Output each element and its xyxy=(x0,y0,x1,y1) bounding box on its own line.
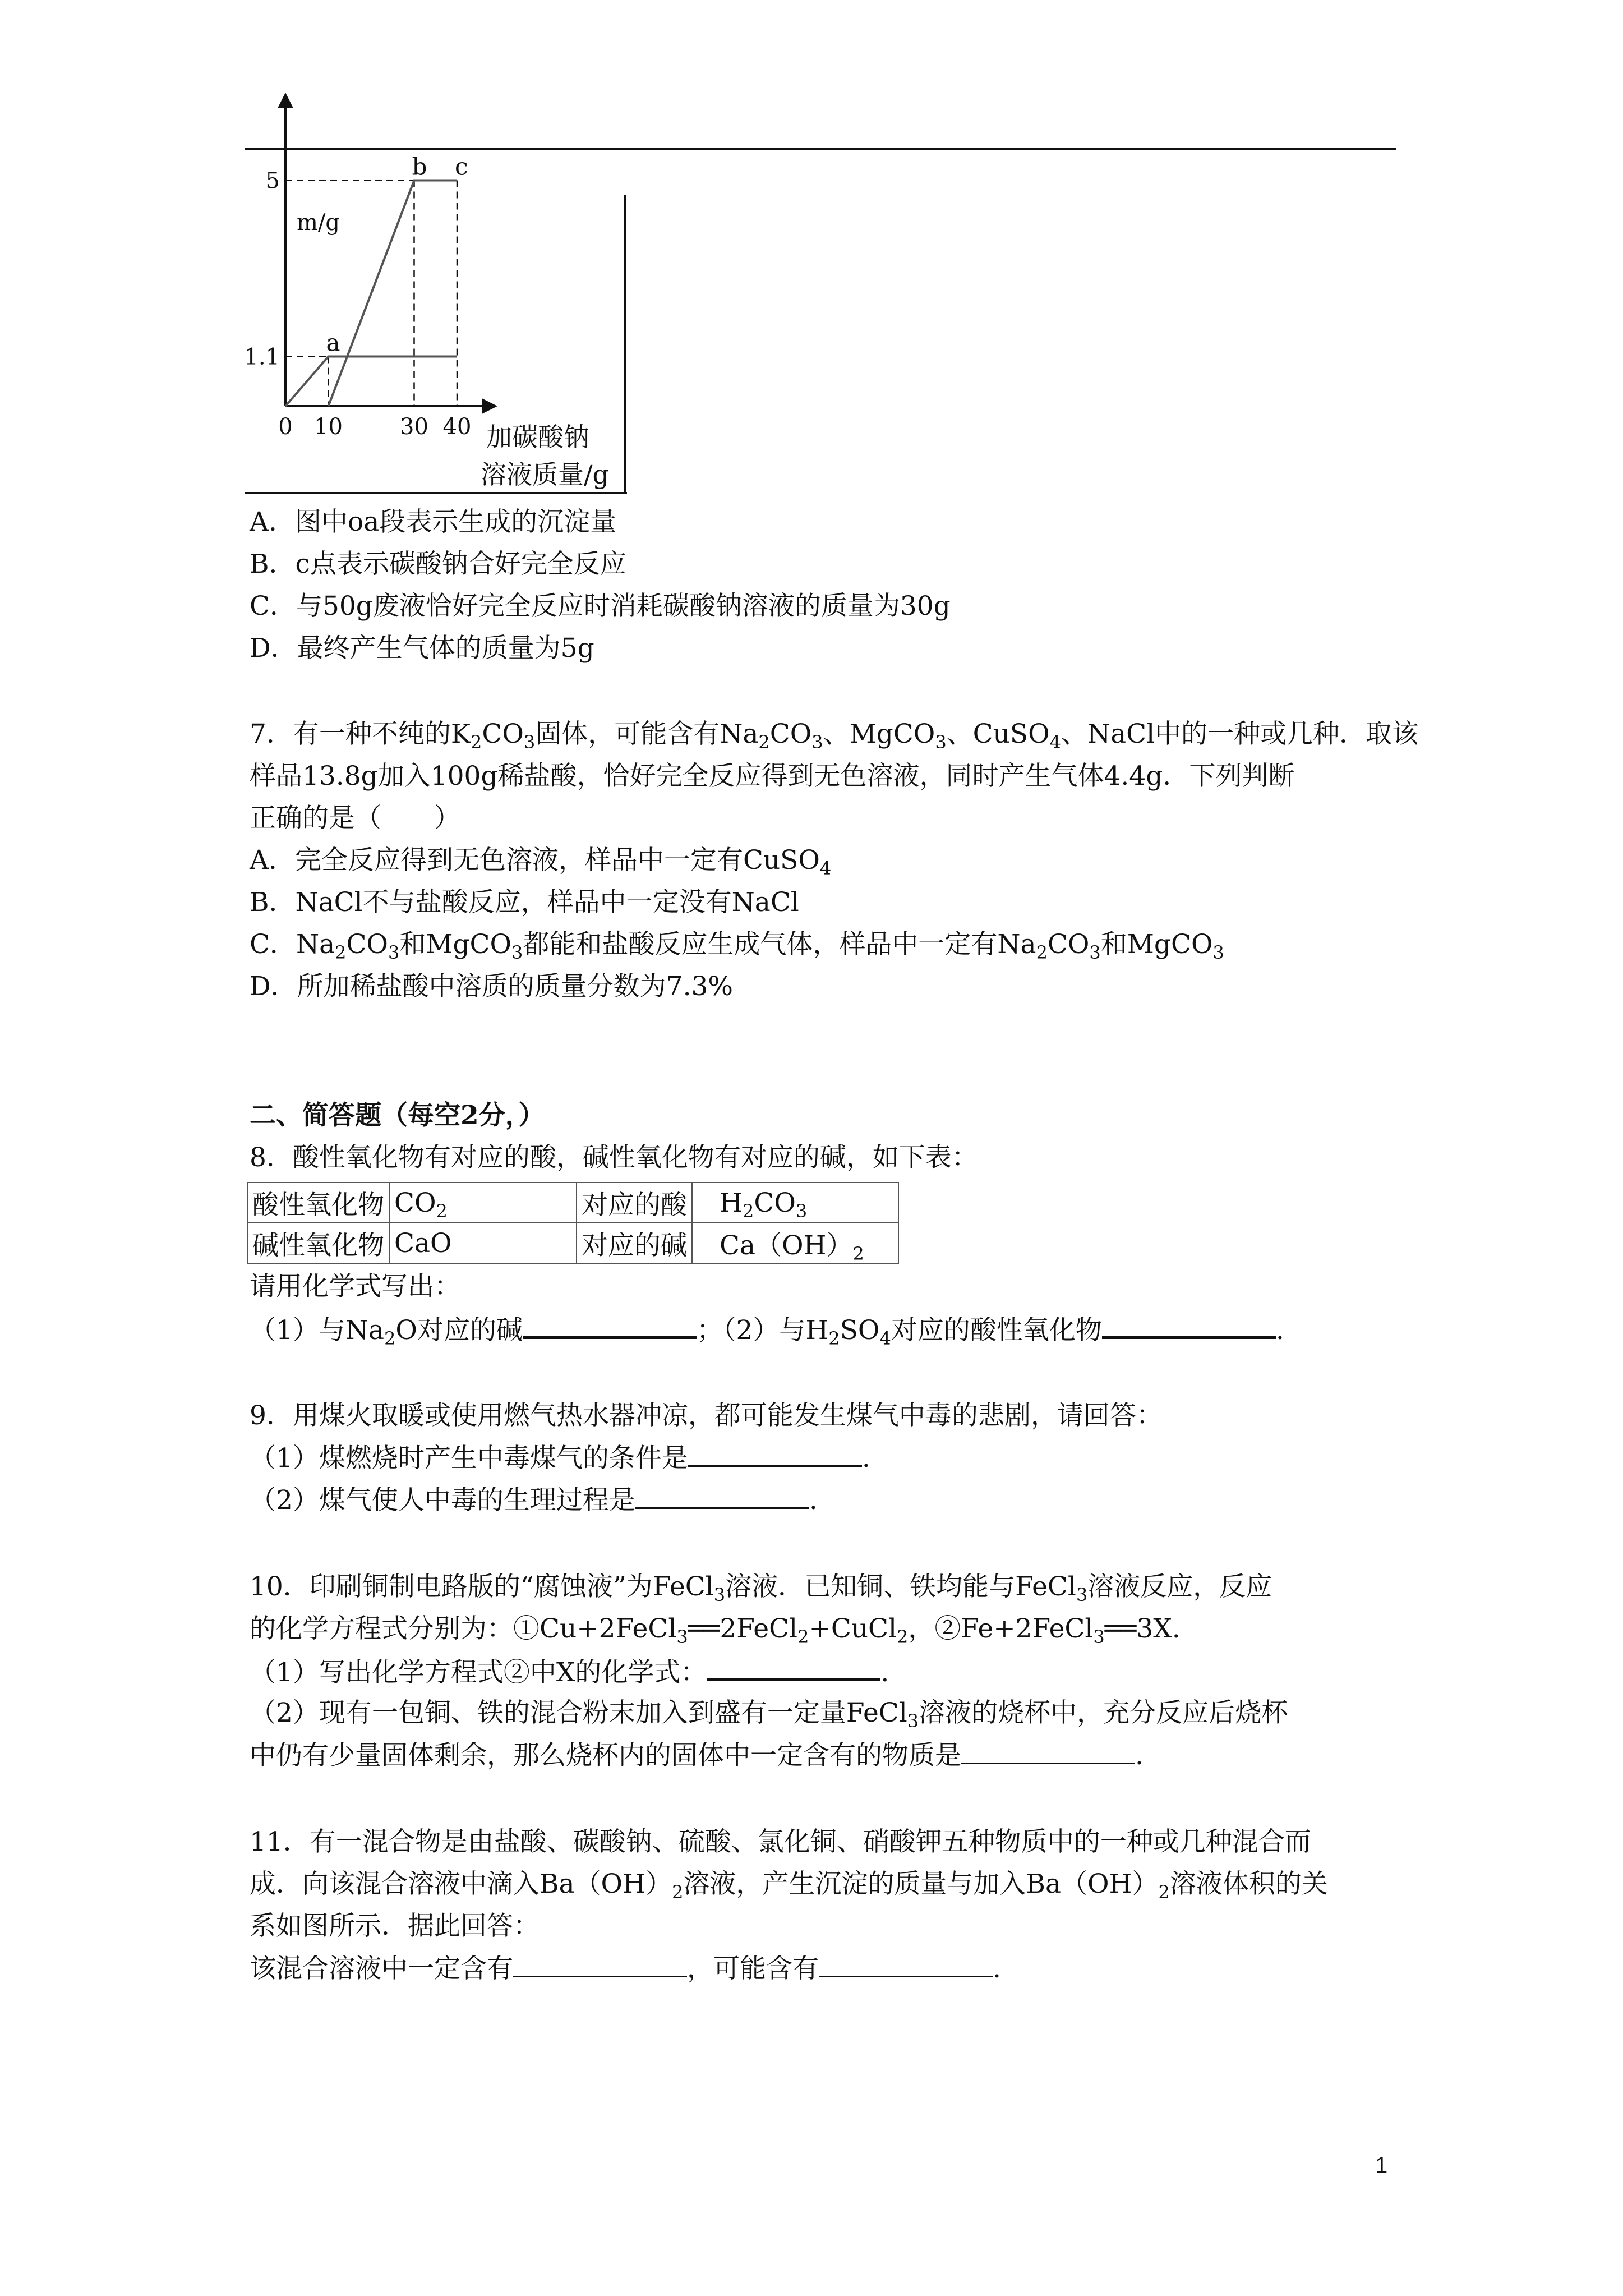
series-line-2 xyxy=(329,181,458,407)
answer-blank[interactable] xyxy=(707,1654,880,1681)
q6-option-b: B．c点表示碳酸钠合好完全反应 xyxy=(250,549,626,579)
precipitate-gas-chart xyxy=(244,153,626,494)
q11-question: 该混合溶液中一定含有 ，可能含有 . xyxy=(250,1951,1001,1986)
x-axis-label-line2: 溶液质量/g xyxy=(481,459,609,490)
q10-part2-line2: 中仍有少量固体剩余，那么烧杯内的固体中一定含有的物质是 . xyxy=(250,1738,1144,1773)
q10-part2-line1: （2）现有一包铜、铁的混合粉末加入到盛有一定量FeCl$_3$溶液的烧杯中，充分反应后烧杯 xyxy=(250,1697,1288,1732)
figure-border-bottom xyxy=(245,492,627,494)
q6-option-c: C．与50g废液恰好完全反应时消耗碳酸钠溶液的质量为30g xyxy=(250,591,951,622)
figure-border-right xyxy=(624,195,626,494)
table-cell: 对应的酸 xyxy=(577,1182,692,1223)
q9-stem: 9．用煤火取暖或使用燃气热水器冲凉，都可能发生煤气中毒的悲剧，请回答： xyxy=(250,1400,1163,1431)
series-line-1 xyxy=(285,356,457,406)
oxide-table xyxy=(247,1182,899,1264)
q7-stem-line3: 正确的是（ ） xyxy=(250,803,460,834)
q11-stem-line1: 11．有一混合物是由盐酸、碳酸钠、硫酸、氯化铜、硝酸钾五种物质中的一种或几种混合而 xyxy=(250,1826,1311,1857)
q6-option-d: D．最终产生气体的质量为5g xyxy=(250,633,594,664)
answer-blank[interactable] xyxy=(513,1951,687,1977)
y-axis-label: m/g xyxy=(297,210,340,236)
table-cell: $H_2CO_3$ xyxy=(692,1182,898,1223)
section-heading: 二、简答题（每空2分，） xyxy=(250,1100,545,1131)
answer-blank[interactable] xyxy=(1102,1312,1276,1339)
q7-option-a: A．完全反应得到无色溶液，样品中一定有CuSO$_4$ xyxy=(250,845,832,879)
table-cell: $CO_2$ xyxy=(389,1182,577,1223)
point-label-a: a xyxy=(326,329,340,357)
table-cell: CaO xyxy=(389,1223,577,1263)
table-cell: $Ca(OH)_2$ xyxy=(692,1223,898,1263)
table-cell: 对应的碱 xyxy=(577,1223,692,1263)
answer-blank[interactable] xyxy=(819,1951,993,1977)
y-tick-label: 1.1 xyxy=(244,344,280,370)
q10-part1: （1）写出化学方程式②中X的化学式： . xyxy=(250,1654,889,1690)
answer-blank[interactable] xyxy=(961,1738,1135,1764)
q9-part2: （2）煤气使人中毒的生理过程是 . xyxy=(250,1483,818,1518)
point-label-b: b xyxy=(412,153,427,181)
page-number: 1 xyxy=(1375,2153,1388,2178)
answer-blank[interactable] xyxy=(635,1483,809,1509)
q10-stem-line2: 的化学方程式分别为：①Cu+2FeCl$_3$══2FeCl$_2$+CuCl$_2$，②Fe+2FeCl$_3$══3X. xyxy=(250,1613,1181,1648)
x-tick-label: 10 xyxy=(314,414,343,440)
q7-option-b: B．NaCl不与盐酸反应，样品中一定没有NaCl xyxy=(250,887,799,918)
table-cell: 碱性氧化物 xyxy=(247,1223,389,1263)
x-tick-label: 30 xyxy=(400,414,428,440)
q8-prompt: 请用化学式写出： xyxy=(250,1271,460,1302)
q9-part1: （1）煤燃烧时产生中毒煤气的条件是 . xyxy=(250,1441,870,1476)
answer-blank[interactable] xyxy=(523,1312,697,1339)
table-row xyxy=(247,1182,898,1223)
q10-stem-line1: 10．印刷铜制电路版的“腐蚀液”为FeCl$_3$溶液．已知铜、铁均能与FeCl$_3$溶液反应，反应 xyxy=(250,1571,1272,1605)
q8-parts: （1）与$Na_2O$对应的碱 ；（2）与$H_2SO_4$对应的酸性氧化物 . xyxy=(250,1312,1284,1348)
q11-stem-line3: 系如图所示．据此回答： xyxy=(250,1911,540,1941)
y-tick-label: 5 xyxy=(265,168,280,194)
point-label-c: c xyxy=(455,153,468,181)
x-tick-label: 0 xyxy=(278,414,293,440)
q7-option-c: C．$Na_2CO_3$和MgCO$_3$都能和盐酸反应生成气体，样品中一定有$Na_2CO_3$和MgCO$_3$ xyxy=(250,929,1224,963)
q7-stem-line1: 7．有一种不纯的$K_2CO_3$固体，可能含有$Na_2CO_3$、MgCO$_3$、CuSO$_4$、NaCl中的一种或几种．取该 xyxy=(250,719,1419,753)
x-tick-label: 40 xyxy=(442,414,472,440)
x-axis-label-line1: 加碳酸钠 xyxy=(486,422,589,452)
table-row xyxy=(247,1223,898,1263)
answer-blank[interactable] xyxy=(688,1441,862,1467)
header-rule xyxy=(245,148,1396,150)
q7-stem-line2: 样品13.8g加入100g稀盐酸，恰好完全反应得到无色溶液，同时产生气体4.4g．下列判断 xyxy=(250,761,1295,792)
q11-stem-line2: 成．向该混合溶液中滴入$Ba(OH)_2$溶液，产生沉淀的质量与加入$Ba(OH)_2$溶液体积的关 xyxy=(250,1869,1328,1903)
q6-option-a: A．图中oa段表示生成的沉淀量 xyxy=(250,507,617,537)
table-cell: 酸性氧化物 xyxy=(247,1182,389,1223)
q7-option-d: D．所加稀盐酸中溶质的质量分数为7.3% xyxy=(250,971,734,1002)
q8-stem: 8．酸性氧化物有对应的酸，碱性氧化物有对应的碱，如下表： xyxy=(250,1142,978,1173)
